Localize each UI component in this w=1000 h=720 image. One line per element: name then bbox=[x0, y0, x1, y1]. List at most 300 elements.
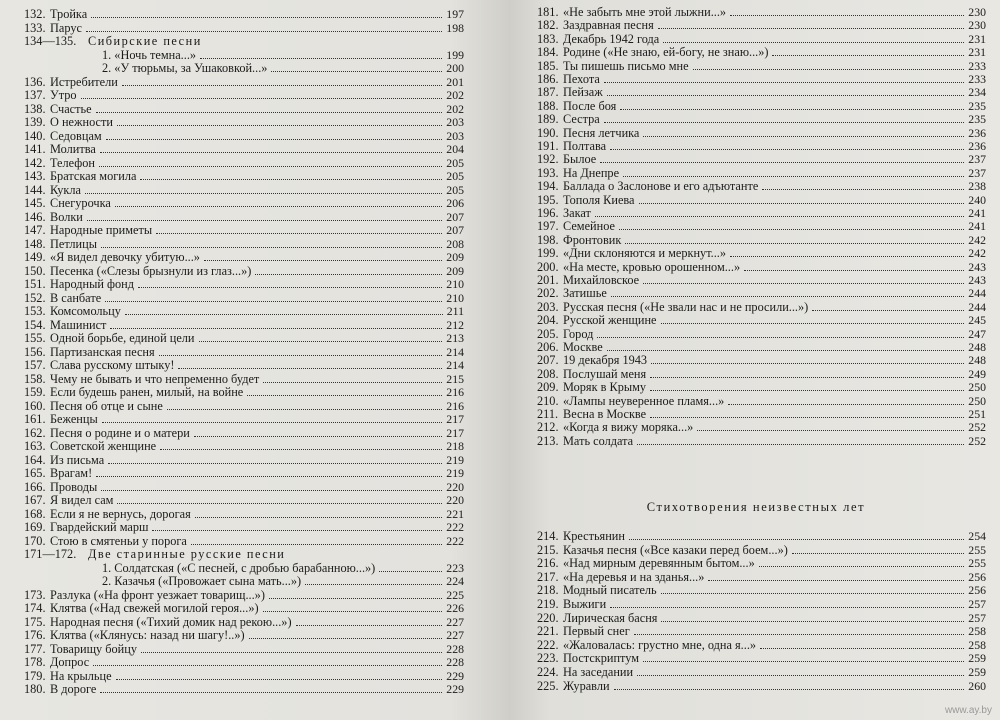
entry-title: Врагам! bbox=[50, 466, 93, 480]
dot-leader bbox=[101, 490, 442, 491]
page-number: 207 bbox=[446, 209, 464, 224]
entry-title: Утро bbox=[50, 88, 77, 102]
toc-entry bbox=[24, 427, 464, 440]
entry-title: Послушай меня bbox=[563, 366, 647, 381]
dot-leader bbox=[693, 69, 965, 70]
entry-number: 201. bbox=[537, 273, 559, 287]
dot-leader bbox=[247, 395, 442, 396]
dot-leader bbox=[85, 193, 442, 194]
toc-entry bbox=[537, 652, 986, 665]
page-number: 255 bbox=[968, 542, 986, 557]
page-number: 256 bbox=[968, 569, 986, 584]
toc-entry bbox=[24, 292, 464, 305]
dot-leader bbox=[728, 404, 964, 405]
entry-number: 223. bbox=[537, 651, 559, 666]
page-number: 227 bbox=[446, 614, 464, 629]
dot-leader bbox=[651, 363, 964, 364]
page-number: 230 bbox=[968, 18, 986, 33]
entry-title: Михайловское bbox=[563, 273, 640, 287]
page-number: 258 bbox=[968, 624, 986, 639]
entry-title: Весна в Москве bbox=[563, 407, 647, 421]
page-number: 198 bbox=[446, 20, 464, 35]
entry-number: 152. bbox=[24, 290, 46, 305]
entry-number: 205. bbox=[537, 326, 559, 341]
entry-number: 180. bbox=[24, 682, 46, 696]
entry-number: 215. bbox=[537, 542, 559, 557]
dot-leader bbox=[86, 31, 442, 32]
page-number: 202 bbox=[446, 88, 464, 102]
toc-entry bbox=[24, 413, 464, 426]
page-number: 259 bbox=[968, 665, 986, 679]
dot-leader bbox=[91, 17, 442, 18]
page-number: 205 bbox=[446, 182, 464, 197]
toc-entry bbox=[537, 666, 986, 679]
dot-leader bbox=[263, 611, 443, 612]
entry-title: Снегурочка bbox=[50, 196, 111, 210]
dot-leader bbox=[99, 166, 442, 167]
entry-number: 137. bbox=[24, 88, 46, 102]
entry-number: 220. bbox=[537, 610, 559, 625]
page-number: 217 bbox=[446, 412, 464, 426]
entry-title: Телефон bbox=[50, 155, 95, 170]
entry-number: 133. bbox=[24, 20, 46, 35]
entry-title: Песня летчика bbox=[563, 125, 640, 140]
page-number: 204 bbox=[446, 142, 464, 156]
toc-entry bbox=[24, 508, 464, 521]
toc-entry bbox=[24, 116, 464, 129]
toc-entry bbox=[24, 373, 464, 386]
page-number: 205 bbox=[446, 155, 464, 170]
entry-title: «На деревья и на зданья...» bbox=[563, 569, 705, 584]
toc-entry bbox=[24, 683, 464, 696]
toc-entry bbox=[24, 400, 464, 413]
page-number: 219 bbox=[446, 452, 464, 467]
dot-leader bbox=[87, 220, 442, 221]
entry-number: 200. bbox=[537, 259, 559, 274]
dot-leader bbox=[772, 55, 964, 56]
dot-leader bbox=[106, 139, 443, 140]
dot-leader bbox=[379, 571, 442, 572]
entry-number: 176. bbox=[24, 628, 46, 642]
toc-entry bbox=[24, 265, 464, 278]
page-number: 252 bbox=[968, 420, 986, 435]
dot-leader bbox=[604, 82, 964, 83]
entry-number: 194. bbox=[537, 179, 559, 194]
entry-number: 190. bbox=[537, 125, 559, 140]
entry-title: Полтава bbox=[563, 139, 607, 153]
toc-entry bbox=[24, 251, 464, 264]
entry-title: Слава русскому штыку! bbox=[50, 358, 175, 372]
toc-entry bbox=[24, 22, 464, 35]
entry-number: 144. bbox=[24, 182, 46, 197]
page-number: 240 bbox=[968, 192, 986, 207]
page-number: 209 bbox=[446, 250, 464, 264]
toc-entry bbox=[537, 86, 986, 99]
dot-leader bbox=[125, 314, 443, 315]
toc-entry bbox=[24, 670, 464, 683]
toc-entry bbox=[24, 521, 464, 534]
page-number: 220 bbox=[446, 479, 464, 494]
entry-title: Волки bbox=[50, 209, 83, 224]
entry-number: 192. bbox=[537, 152, 559, 167]
dot-leader bbox=[100, 152, 442, 153]
dot-leader bbox=[117, 503, 442, 504]
entry-number: 173. bbox=[24, 587, 46, 602]
toc-entry bbox=[24, 386, 464, 399]
entry-number: 174. bbox=[24, 601, 46, 615]
entry-title: Модный писатель bbox=[563, 583, 657, 598]
entry-number: 179. bbox=[24, 668, 46, 683]
toc-entry bbox=[537, 194, 986, 207]
entry-number: 140. bbox=[24, 128, 46, 143]
entry-title: Народный фонд bbox=[50, 277, 134, 291]
dot-leader bbox=[661, 593, 965, 594]
dot-leader bbox=[661, 323, 965, 324]
toc-entry bbox=[537, 625, 986, 638]
toc-entry bbox=[537, 544, 986, 557]
entry-title: Клятва («Над свежей могилой героя...») bbox=[50, 601, 259, 615]
entry-number: 178. bbox=[24, 655, 46, 669]
entry-number: 158. bbox=[24, 371, 46, 386]
dot-leader bbox=[697, 430, 964, 431]
page-number: 244 bbox=[968, 286, 986, 301]
page-number: 251 bbox=[968, 407, 986, 421]
page-number: 216 bbox=[446, 398, 464, 413]
entry-number: 183. bbox=[537, 31, 559, 46]
entry-title: Стою в смятеньи у порога bbox=[50, 533, 187, 548]
page-number: 207 bbox=[446, 223, 464, 237]
entry-title: В дороге bbox=[50, 682, 97, 696]
entry-title: Выжиги bbox=[563, 597, 607, 611]
dot-leader bbox=[160, 449, 442, 450]
entry-number: 138. bbox=[24, 101, 46, 116]
entry-number: 177. bbox=[24, 641, 46, 656]
dot-leader bbox=[195, 517, 443, 518]
entry-title: Седовцам bbox=[50, 128, 102, 143]
entry-title: Фронтовик bbox=[563, 232, 622, 247]
toc-entry bbox=[537, 6, 986, 19]
toc-entry bbox=[24, 535, 464, 548]
entry-title: Разлука («На фронт уезжает товарищ...») bbox=[50, 587, 265, 602]
dot-leader bbox=[101, 247, 442, 248]
toc-entry bbox=[537, 328, 986, 341]
entry-title: 1. «Ночь темна...» bbox=[102, 47, 197, 62]
toc-entry bbox=[24, 35, 464, 48]
dot-leader bbox=[614, 689, 965, 690]
toc-entry bbox=[24, 359, 464, 372]
dot-leader bbox=[100, 692, 442, 693]
entry-title: «Над мирным деревянным бытом...» bbox=[563, 556, 755, 571]
entry-number: 170. bbox=[24, 533, 46, 548]
toc-entry bbox=[24, 143, 464, 156]
toc-entry bbox=[24, 319, 464, 332]
page-number: 260 bbox=[968, 678, 986, 693]
entry-title: На Днепре bbox=[563, 165, 620, 180]
entry-number: 208. bbox=[537, 366, 559, 381]
entry-title: Журавли bbox=[563, 678, 610, 693]
dot-leader bbox=[305, 584, 442, 585]
toc-entry bbox=[537, 584, 986, 597]
dot-leader bbox=[140, 179, 442, 180]
entry-number: 221. bbox=[537, 624, 559, 639]
page-number: 215 bbox=[446, 371, 464, 386]
page-number: 228 bbox=[446, 655, 464, 669]
toc-entry bbox=[537, 19, 986, 32]
dot-leader bbox=[204, 260, 442, 261]
dot-leader bbox=[191, 544, 442, 545]
dot-leader bbox=[610, 607, 964, 608]
entry-title: О нежности bbox=[50, 115, 113, 129]
page-number: 244 bbox=[968, 299, 986, 314]
entry-number: 216. bbox=[537, 556, 559, 571]
page-number: 259 bbox=[968, 651, 986, 666]
toc-entry bbox=[24, 130, 464, 143]
entry-number: 145. bbox=[24, 196, 46, 210]
dot-leader bbox=[607, 95, 965, 96]
entry-title: Из письма bbox=[50, 452, 105, 467]
entry-title: Родине («Не знаю, ей-богу, не знаю...») bbox=[563, 45, 769, 60]
page-number: 203 bbox=[446, 128, 464, 143]
entry-number: 217. bbox=[537, 569, 559, 584]
page-number: 226 bbox=[446, 601, 464, 615]
page-number: 247 bbox=[968, 326, 986, 341]
toc-entry bbox=[24, 184, 464, 197]
watermark: www.ay.by bbox=[944, 705, 992, 716]
entry-number: 188. bbox=[537, 98, 559, 113]
entry-number: 147. bbox=[24, 223, 46, 237]
toc-entry bbox=[24, 89, 464, 102]
toc-entry bbox=[537, 100, 986, 113]
entry-number: 160. bbox=[24, 398, 46, 413]
dot-leader bbox=[759, 566, 965, 567]
dot-leader bbox=[117, 125, 442, 126]
page-number: 201 bbox=[446, 74, 464, 89]
entry-number: 164. bbox=[24, 452, 46, 467]
entry-title: «На месте, кровью орошенном...» bbox=[563, 259, 741, 274]
page-number: 212 bbox=[446, 317, 464, 332]
dot-leader bbox=[296, 625, 443, 626]
page-number: 228 bbox=[446, 641, 464, 656]
section-title: Две старинные русские песни bbox=[88, 547, 286, 561]
dot-leader bbox=[744, 270, 964, 271]
dot-leader bbox=[760, 648, 964, 649]
dot-leader bbox=[634, 634, 965, 635]
entry-number: 185. bbox=[537, 58, 559, 73]
entry-number: 146. bbox=[24, 209, 46, 224]
entry-title: Закат bbox=[563, 206, 591, 220]
entry-number: 181. bbox=[537, 5, 559, 19]
page-number: 231 bbox=[968, 45, 986, 60]
toc-entry bbox=[537, 314, 986, 327]
entry-title: Мать солдата bbox=[563, 433, 634, 448]
entry-number: 142. bbox=[24, 155, 46, 170]
dot-leader bbox=[650, 390, 964, 391]
toc-entry bbox=[24, 454, 464, 467]
dot-leader bbox=[792, 553, 964, 554]
dot-leader bbox=[619, 229, 964, 230]
entry-title: Народная песня («Тихий домик над рекою...») bbox=[50, 614, 292, 629]
entry-title: Чему не бывать и что непременно будет bbox=[50, 371, 260, 386]
entry-title: Постскриптум bbox=[563, 651, 640, 666]
entry-number: 167. bbox=[24, 493, 46, 507]
entry-title: Затишье bbox=[563, 286, 607, 301]
toc-entry bbox=[537, 381, 986, 394]
page-number: 222 bbox=[446, 520, 464, 534]
entry-title: «Дни склоняются и меркнут...» bbox=[563, 246, 727, 261]
page-number: 248 bbox=[968, 340, 986, 354]
dot-leader bbox=[96, 112, 443, 113]
entry-title: Если я не вернусь, дорогая bbox=[50, 506, 191, 521]
page-number: 214 bbox=[446, 358, 464, 372]
dot-leader bbox=[152, 530, 442, 531]
dot-leader bbox=[661, 621, 964, 622]
page-number: 218 bbox=[446, 439, 464, 453]
entry-number: 204. bbox=[537, 313, 559, 328]
toc-entry bbox=[537, 598, 986, 611]
entry-number: 202. bbox=[537, 286, 559, 301]
toc-entry bbox=[537, 60, 986, 73]
toc-entry bbox=[537, 33, 986, 46]
page-number: 230 bbox=[968, 5, 986, 19]
dot-leader bbox=[194, 436, 442, 437]
entry-number: 222. bbox=[537, 637, 559, 652]
entry-title: На крыльце bbox=[50, 668, 112, 683]
entry-title: Семейное bbox=[563, 219, 615, 234]
toc-entry bbox=[24, 643, 464, 656]
toc-entry bbox=[24, 494, 464, 507]
page-number: 205 bbox=[446, 169, 464, 183]
dot-leader bbox=[249, 638, 443, 639]
entry-title: На заседании bbox=[563, 665, 634, 679]
entry-number: 212. bbox=[537, 420, 559, 435]
entry-number: 214. bbox=[537, 529, 559, 543]
page-number: 237 bbox=[968, 152, 986, 167]
entry-number: 166. bbox=[24, 479, 46, 494]
entry-title: 2. «У тюрьмы, за Ушаковкой...» bbox=[102, 61, 268, 75]
entry-title: Я видел сам bbox=[50, 493, 114, 507]
toc-entry bbox=[537, 435, 986, 448]
toc-entry bbox=[537, 207, 986, 220]
toc-entry bbox=[537, 639, 986, 652]
page-number: 258 bbox=[968, 637, 986, 652]
dot-leader bbox=[637, 444, 964, 445]
toc-entry bbox=[24, 157, 464, 170]
entry-title: Город bbox=[563, 326, 594, 341]
dot-leader bbox=[610, 149, 964, 150]
dot-leader bbox=[663, 42, 964, 43]
page-number: 242 bbox=[968, 246, 986, 261]
dot-leader bbox=[658, 28, 965, 29]
section-title: Сибирские песни bbox=[88, 34, 202, 48]
entry-number: 198. bbox=[537, 232, 559, 247]
toc-entry bbox=[537, 341, 986, 354]
dot-leader bbox=[271, 71, 442, 72]
entry-title: Русской женщине bbox=[563, 313, 657, 328]
toc-entry bbox=[24, 332, 464, 345]
toc-entry bbox=[537, 140, 986, 153]
page-number: 234 bbox=[968, 85, 986, 100]
page-number: 257 bbox=[968, 610, 986, 625]
entry-number: 148. bbox=[24, 236, 46, 251]
toc-entry bbox=[537, 220, 986, 233]
dot-leader bbox=[620, 109, 964, 110]
dot-leader bbox=[607, 350, 965, 351]
dot-leader bbox=[643, 136, 964, 137]
page-number: 208 bbox=[446, 236, 464, 251]
page-number: 224 bbox=[446, 574, 464, 588]
toc-entry bbox=[24, 548, 464, 561]
toc-entry bbox=[24, 629, 464, 642]
entry-number: 197. bbox=[537, 219, 559, 234]
page-number: 219 bbox=[446, 466, 464, 480]
entry-title: «Не забыть мне этой лыжни...» bbox=[563, 5, 727, 19]
page-number: 225 bbox=[446, 587, 464, 602]
entry-title: Счастье bbox=[50, 101, 92, 116]
toc-entry bbox=[24, 76, 464, 89]
entry-number: 187. bbox=[537, 85, 559, 100]
page-number: 231 bbox=[968, 31, 986, 46]
toc-entry bbox=[537, 612, 986, 625]
dot-leader bbox=[730, 15, 964, 16]
entry-number: 134—135. bbox=[24, 34, 77, 48]
dot-leader bbox=[650, 417, 964, 418]
toc-entry bbox=[24, 197, 464, 210]
toc-entry bbox=[24, 224, 464, 237]
entry-number: 203. bbox=[537, 299, 559, 314]
entry-title: 1. Солдатская («С песней, с дробью барабанною...») bbox=[102, 560, 376, 575]
dot-leader bbox=[269, 598, 442, 599]
page-number: 235 bbox=[968, 112, 986, 127]
dot-leader bbox=[650, 377, 964, 378]
entry-number: 211. bbox=[537, 407, 559, 421]
entry-title: Истребители bbox=[50, 74, 118, 89]
entry-title: Песенка («Слезы брызнули из глаз...») bbox=[50, 263, 252, 278]
toc-entry bbox=[537, 530, 986, 543]
entry-number: 163. bbox=[24, 439, 46, 453]
toc-entry bbox=[537, 73, 986, 86]
page-number: 210 bbox=[446, 290, 464, 305]
toc-entry bbox=[24, 103, 464, 116]
page-number: 211 bbox=[446, 304, 464, 318]
dot-leader bbox=[762, 189, 964, 190]
page-number: 206 bbox=[446, 196, 464, 210]
dot-leader bbox=[639, 203, 965, 204]
entry-title: Товарищу бойцу bbox=[50, 641, 137, 656]
page-number: 257 bbox=[968, 597, 986, 611]
page-number: 202 bbox=[446, 101, 464, 116]
entry-number: 218. bbox=[537, 583, 559, 598]
entry-number: 153. bbox=[24, 304, 46, 318]
toc-entry bbox=[537, 571, 986, 584]
dot-leader bbox=[625, 243, 964, 244]
entry-number: 196. bbox=[537, 206, 559, 220]
entry-title: Казачья песня («Все казаки перед боем...») bbox=[563, 542, 788, 557]
entry-title: Крестьянин bbox=[563, 529, 625, 543]
toc-entry bbox=[24, 656, 464, 669]
page-number: 210 bbox=[446, 277, 464, 291]
entry-title: «Жаловалась: грустно мне, одна я...» bbox=[563, 637, 757, 652]
page-number: 243 bbox=[968, 273, 986, 287]
page-number: 223 bbox=[446, 560, 464, 575]
entry-title: Братская могила bbox=[50, 169, 137, 183]
entry-number: 168. bbox=[24, 506, 46, 521]
page-number: 250 bbox=[968, 380, 986, 395]
page-number: 217 bbox=[446, 425, 464, 440]
toc-entry bbox=[537, 127, 986, 140]
entry-title: Народные приметы bbox=[50, 223, 153, 237]
dot-leader bbox=[159, 355, 443, 356]
entry-title: 2. Казачья («Провожает сына мать...») bbox=[102, 574, 302, 588]
